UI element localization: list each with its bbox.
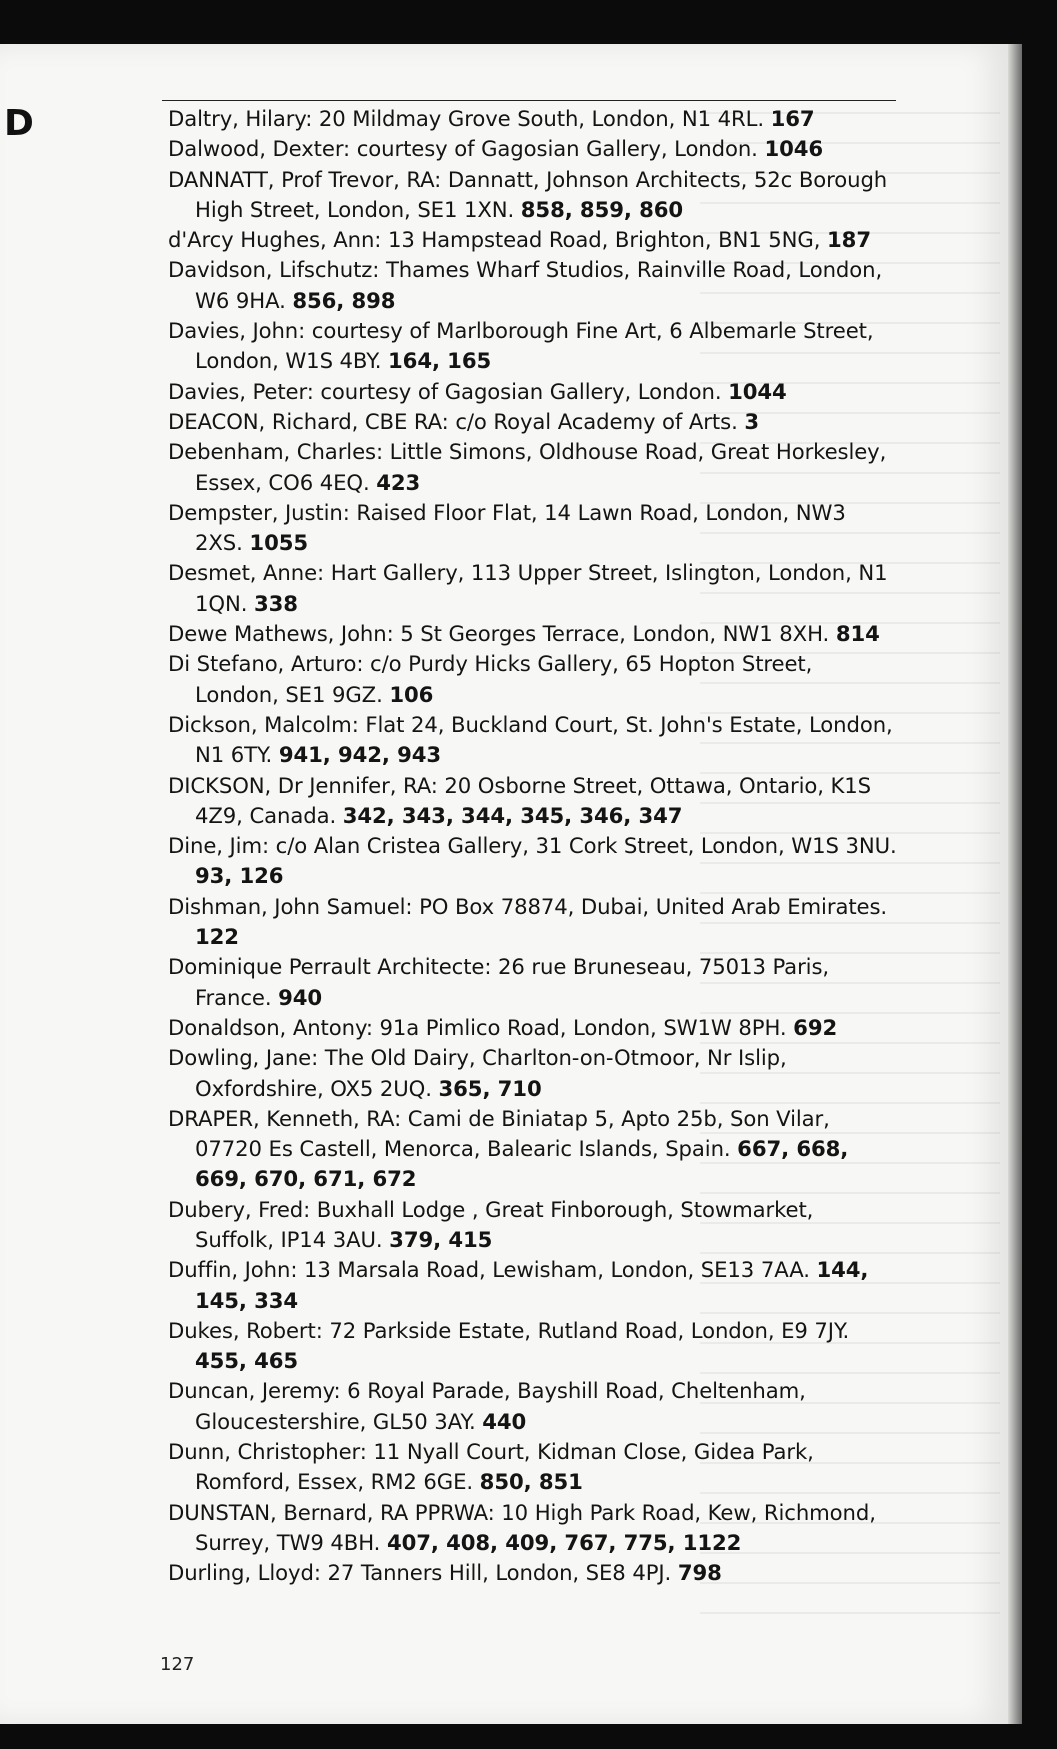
page-refs: 1055: [249, 530, 308, 556]
page-refs: 667, 668, 669, 670, 671, 672: [195, 1136, 849, 1192]
page-refs: 122: [195, 924, 239, 950]
index-entry: Dowling, Jane: The Old Dairy, Charlton-on-Otmoor, Nr Islip, Oxfordshire, OX5 2UQ. 365, 710: [168, 1045, 787, 1101]
index-entry: Dewe Mathews, John: 5 St Georges Terrace, London, NW1 8XH. 814: [168, 621, 880, 647]
index-entry: Duffin, John: 13 Marsala Road, Lewisham, London, SE13 7AA. 144, 145, 334: [168, 1257, 869, 1313]
page-refs: 423: [376, 469, 421, 495]
page-refs: 1044: [728, 378, 787, 404]
index-entry: Di Stefano, Arturo: c/o Purdy Hicks Gallery, 65 Hopton Street, London, SE1 9GZ. 106: [168, 651, 813, 707]
page-refs: 940: [278, 984, 323, 1010]
index-entry: Dine, Jim: c/o Alan Cristea Gallery, 31 Cork Street, London, W1S 3NU. 93, 126: [168, 833, 897, 889]
section-letter: D: [4, 103, 34, 144]
index-entry: Dalwood, Dexter: courtesy of Gagosian Gallery, London. 1046: [168, 136, 824, 162]
index-entry: DRAPER, Kenneth, RA: Cami de Biniatap 5, Apto 25b, Son Vilar, 07720 Es Castell, Menorca, Balearic Islands, Spain. 667, 668, 669, 670, 671, 672: [168, 1105, 849, 1192]
page-edge: [1008, 44, 1022, 1724]
index-entry: Dishman, John Samuel: PO Box 78874, Dubai, United Arab Emirates. 122: [168, 893, 888, 950]
index-entry: Debenham, Charles: Little Simons, Oldhouse Road, Great Horkesley, Essex, CO6 4EQ. 423: [168, 439, 887, 495]
page-refs: 3: [744, 408, 759, 434]
page-refs: 164, 165: [388, 348, 492, 374]
page-refs: 440: [482, 1408, 527, 1434]
page-refs: 941, 942, 943: [278, 742, 442, 768]
index-entry: DUNSTAN, Bernard, RA PPRWA: 10 High Park Road, Kew, Richmond, Surrey, TW9 4BH. 407, 408, 409, 767, 775, 1122: [168, 1499, 876, 1555]
page-refs: 144, 145, 334: [195, 1257, 869, 1313]
index-entry: Davies, John: courtesy of Marlborough Fine Art, 6 Albemarle Street, London, W1S 4BY. 164, 165: [168, 318, 874, 374]
page-refs: 342, 343, 344, 345, 346, 347: [342, 802, 683, 828]
index-entry: Dunn, Christopher: 11 Nyall Court, Kidman Close, Gidea Park, Romford, Essex, RM2 6GE. 850, 851: [168, 1439, 814, 1495]
index-entry: Dominique Perrault Architecte: 26 rue Bruneseau, 75013 Paris, France. 940: [168, 954, 830, 1010]
index-entry: Donaldson, Antony: 91a Pimlico Road, London, SW1W 8PH. 692: [168, 1014, 838, 1040]
index-entry: Daltry, Hilary: 20 Mildmay Grove South, London, N1 4RL. 167: [168, 106, 815, 131]
page-refs: 93, 126: [195, 863, 284, 889]
page-refs: 187: [827, 227, 871, 253]
page-refs: 379, 415: [389, 1226, 493, 1252]
index-entry: d'Arcy Hughes, Ann: 13 Hampstead Road, Brighton, BN1 5NG, 187: [168, 227, 871, 253]
page-refs: 365, 710: [438, 1075, 542, 1101]
index-entry: Duncan, Jeremy: 6 Royal Parade, Bayshill Road, Cheltenham, Gloucestershire, GL50 3AY. 440: [168, 1378, 806, 1434]
index-entries: [168, 104, 898, 1589]
index-entry: Dubery, Fred: Buxhall Lodge , Great Finborough, Stowmarket, Suffolk, IP14 3AU. 379, 415: [168, 1196, 814, 1252]
index-entry: Durling, Lloyd: 27 Tanners Hill, London, SE8 4PJ. 798: [168, 1560, 722, 1586]
page-refs: 1046: [764, 136, 824, 162]
index-entry: DANNATT, Prof Trevor, RA: Dannatt, Johnson Architects, 52c Borough High Street, London, SE1 1XN. 858, 859, 860: [168, 166, 888, 222]
page-refs: 850, 851: [479, 1469, 583, 1495]
index-entry: DICKSON, Dr Jennifer, RA: 20 Osborne Street, Ottawa, Ontario, K1S 4Z9, Canada. 342, 343, 344, 345, 346, 347: [168, 772, 872, 828]
index-entry: Desmet, Anne: Hart Gallery, 113 Upper Street, Islington, London, N1 1QN. 338: [168, 560, 888, 616]
index-entry: Davidson, Lifschutz: Thames Wharf Studios, Rainville Road, London, W6 9HA. 856, 898: [168, 257, 883, 313]
index-entry: Davies, Peter: courtesy of Gagosian Gallery, London. 1044: [168, 378, 787, 404]
page-refs: 798: [677, 1560, 722, 1586]
index-entry: DEACON, Richard, CBE RA: c/o Royal Academy of Arts. 3: [168, 408, 759, 434]
page-refs: 455, 465: [195, 1348, 299, 1374]
header-rule: [162, 100, 896, 101]
page-refs: 858, 859, 860: [520, 196, 684, 222]
page-number: 127: [160, 1654, 195, 1675]
page-refs: 814: [835, 621, 880, 647]
page-refs: 407, 408, 409, 767, 775, 1122: [386, 1529, 742, 1555]
index-entry: Dempster, Justin: Raised Floor Flat, 14 Lawn Road, London, NW3 2XS. 1055: [168, 499, 846, 556]
index-entry: Dukes, Robert: 72 Parkside Estate, Rutland Road, London, E9 7JY. 455, 465: [168, 1317, 850, 1374]
page-refs: 856, 898: [292, 287, 396, 313]
page-refs: 692: [793, 1014, 838, 1040]
page-refs: 167: [770, 106, 815, 131]
index-entry: Dickson, Malcolm: Flat 24, Buckland Court, St. John's Estate, London, N1 6TY. 941, 942, 943: [168, 711, 893, 768]
page-refs: 338: [253, 590, 298, 616]
page-refs: 106: [389, 681, 434, 707]
